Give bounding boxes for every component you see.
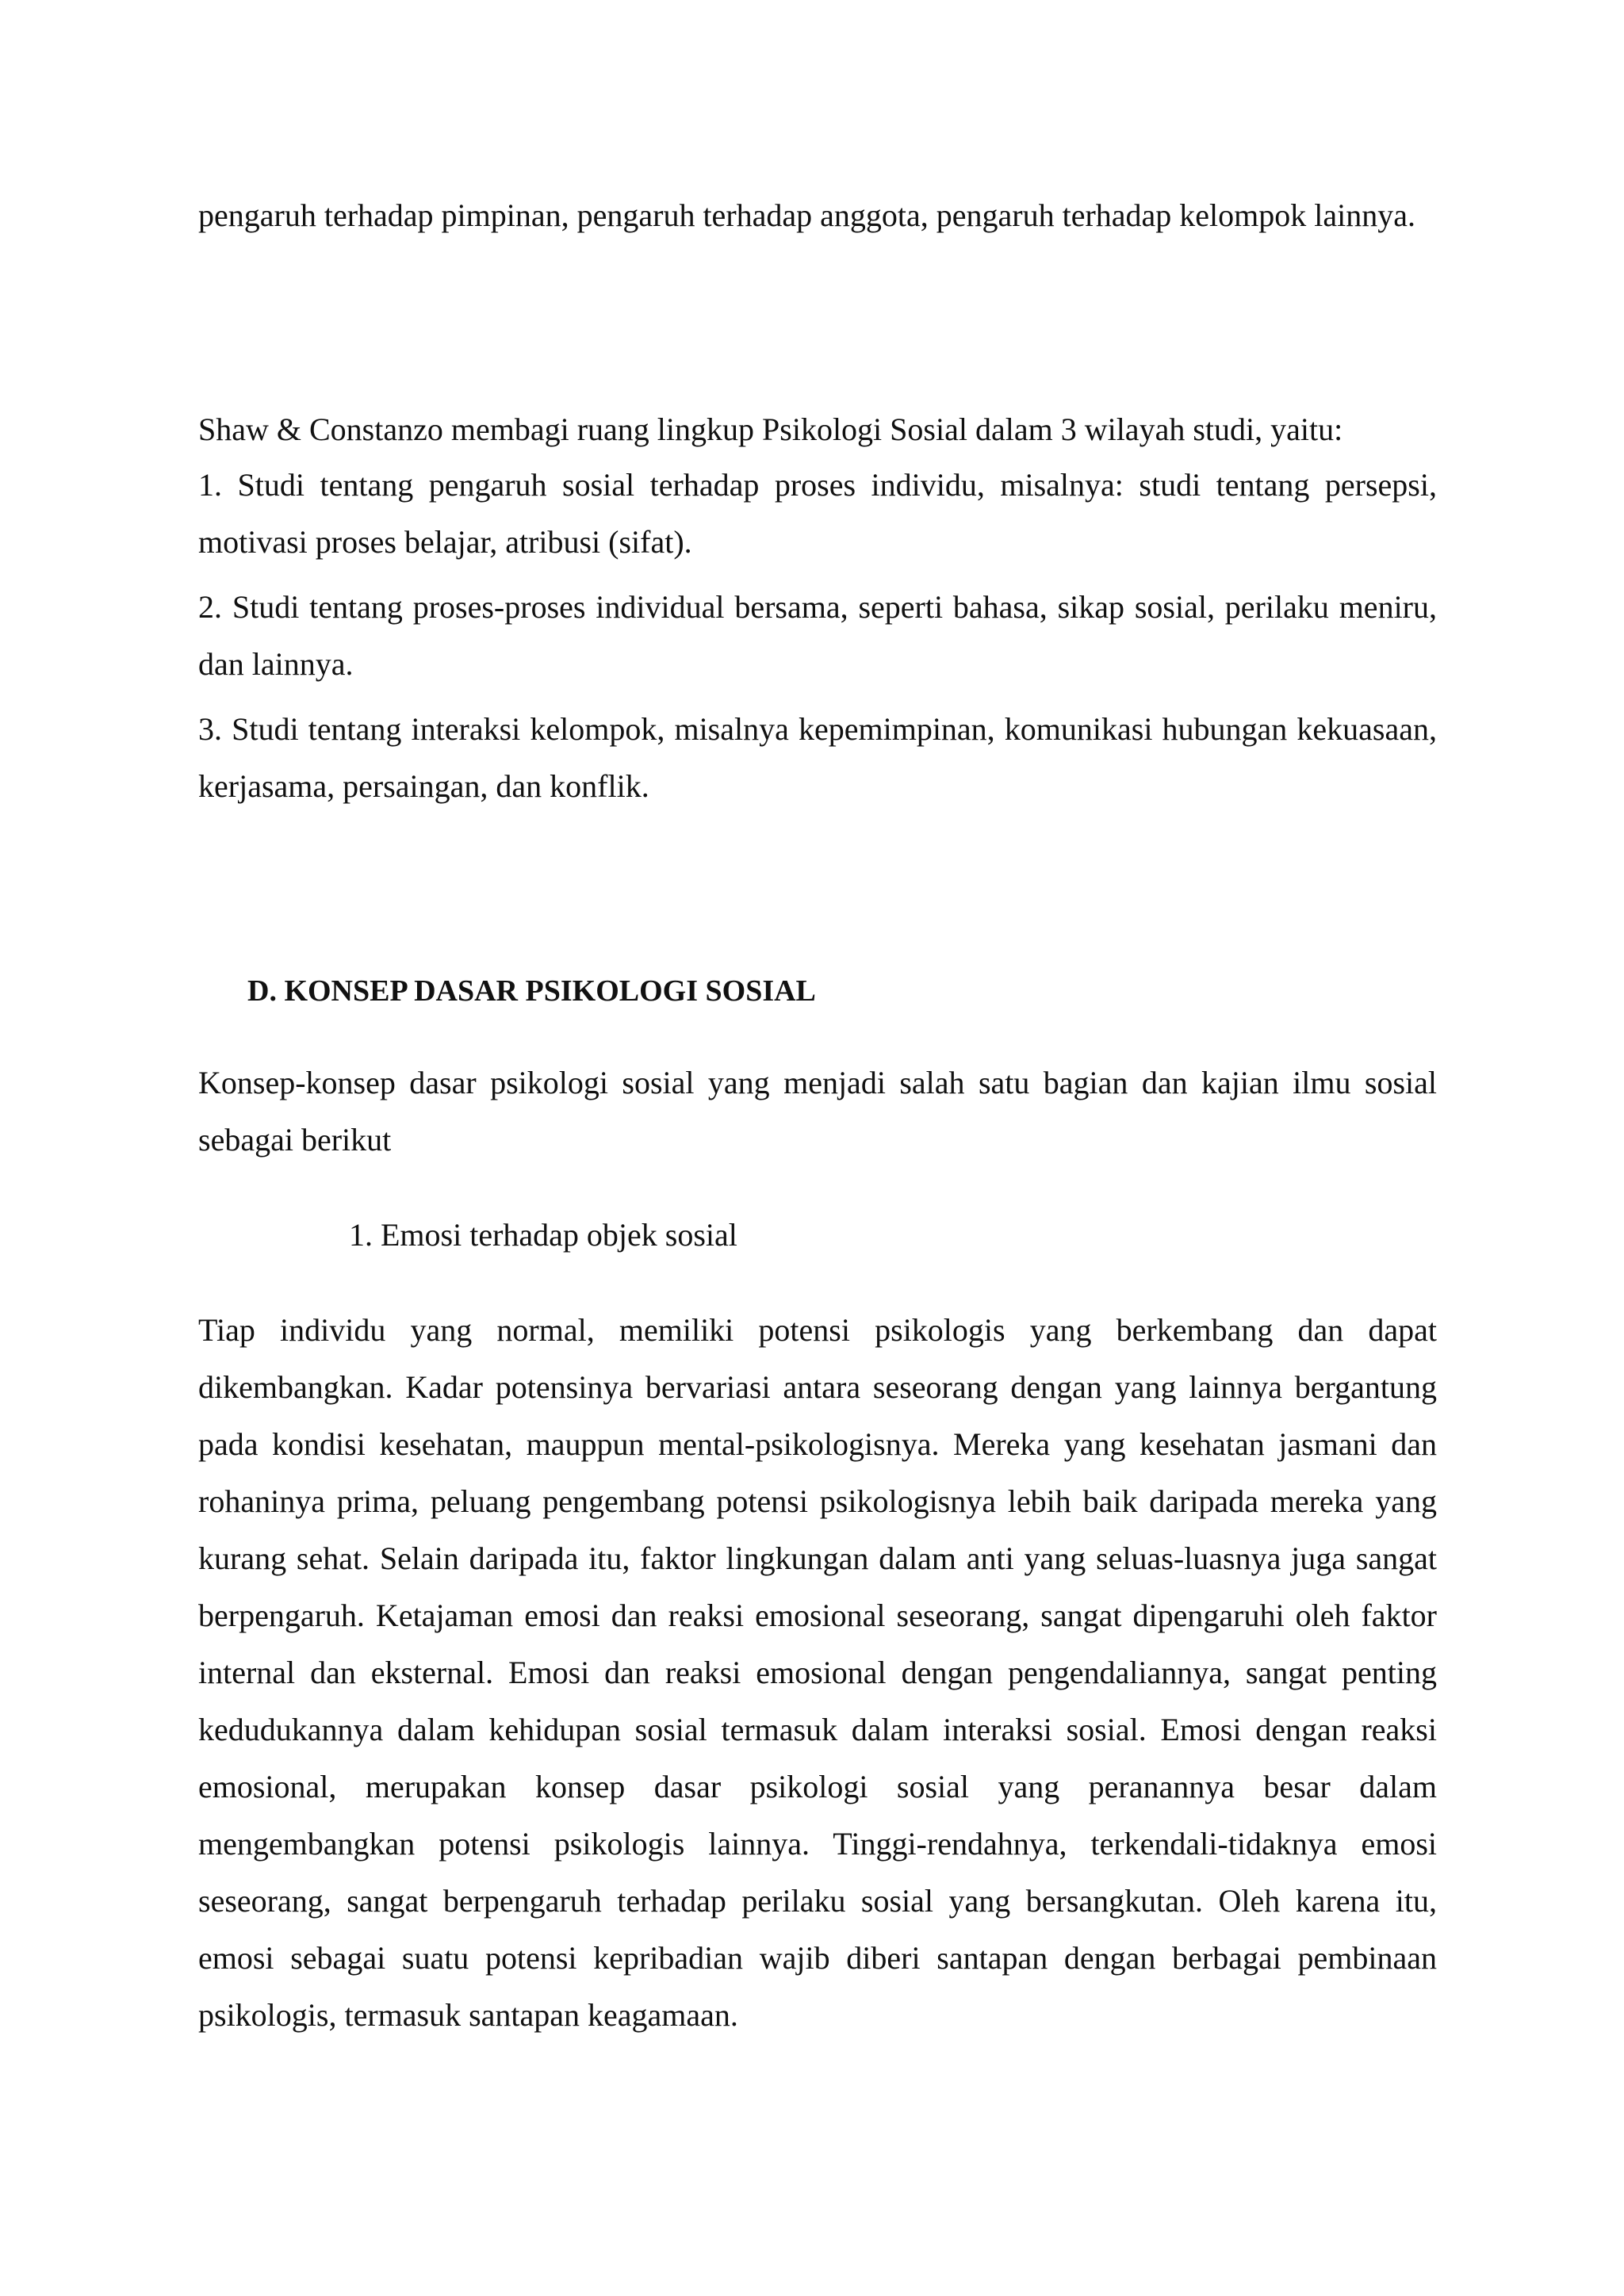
list-item-study-2: 2. Studi tentang proses-proses individual bersama, seperti bahasa, sikap sosial, perilaku meniru, dan lainnya.: [198, 589, 1437, 682]
section-heading-d: D. KONSEP DASAR PSIKOLOGI SOSIAL: [247, 974, 816, 1008]
list-item-study-1: 1. Studi tentang pengaruh sosial terhadap proses individu, misalnya: studi tentang persepsi, motivasi proses belajar, atribusi (sifat).: [198, 467, 1437, 560]
subheading-emosi-objek-sosial: 1. Emosi terhadap objek sosial: [349, 1217, 737, 1253]
list-item-study-3: 3. Studi tentang interaksi kelompok, misalnya kepemimpinan, komunikasi hubungan kekuasaan, kerjasama, persaingan, dan konflik.: [198, 711, 1437, 804]
paragraph-emosi-body: Tiap individu yang normal, memiliki potensi psikologis yang berkembang dan dapat dikembangkan. Kadar potensinya bervariasi antara seseorang dengan yang lainnya bergantung pada kondisi kesehatan, mauppun mental-psikologisnya. Mereka yang kesehatan jasmani dan rohaninya prima, peluang pengembang potensi psikologisnya lebih baik daripada mereka yang kurang sehat. Selain daripada itu, faktor lingkungan dalam anti yang seluas-luasnya juga sangat berpengaruh. Ketajaman emosi dan reaksi emosional seseorang, sangat dipengaruhi oleh faktor internal dan eksternal. Emosi dan reaksi emosional dengan pengendaliannya, sangat penting kedudukannya dalam kehidupan sosial termasuk dalam interaksi sosial. Emosi dengan reaksi emosional, merupakan konsep dasar psikologi sosial yang peranannya besar dalam mengembangkan potensi psikologis lainnya. Tinggi-rendahnya, terkendali-tidaknya emosi seseorang, sangat berpengaruh terhadap perilaku sosial yang bersangkutan. Oleh karena itu, emosi sebagai suatu potensi kepribadian wajib diberi santapan dengan berbagai pembinaan psikologis, termasuk santapan keagamaan.: [198, 1312, 1437, 2033]
paragraph-shaw-constanzo-intro: Shaw & Constanzo membagi ruang lingkup Psikologi Sosial dalam 3 wilayah studi, yaitu:: [198, 411, 1343, 447]
paragraph-intro-continuation: pengaruh terhadap pimpinan, pengaruh terhadap anggota, pengaruh terhadap kelompok lainnya.: [198, 197, 1415, 233]
paragraph-konsep-dasar-intro: Konsep-konsep dasar psikologi sosial yang menjadi salah satu bagian dan kajian ilmu sosial sebagai berikut: [198, 1065, 1437, 1158]
